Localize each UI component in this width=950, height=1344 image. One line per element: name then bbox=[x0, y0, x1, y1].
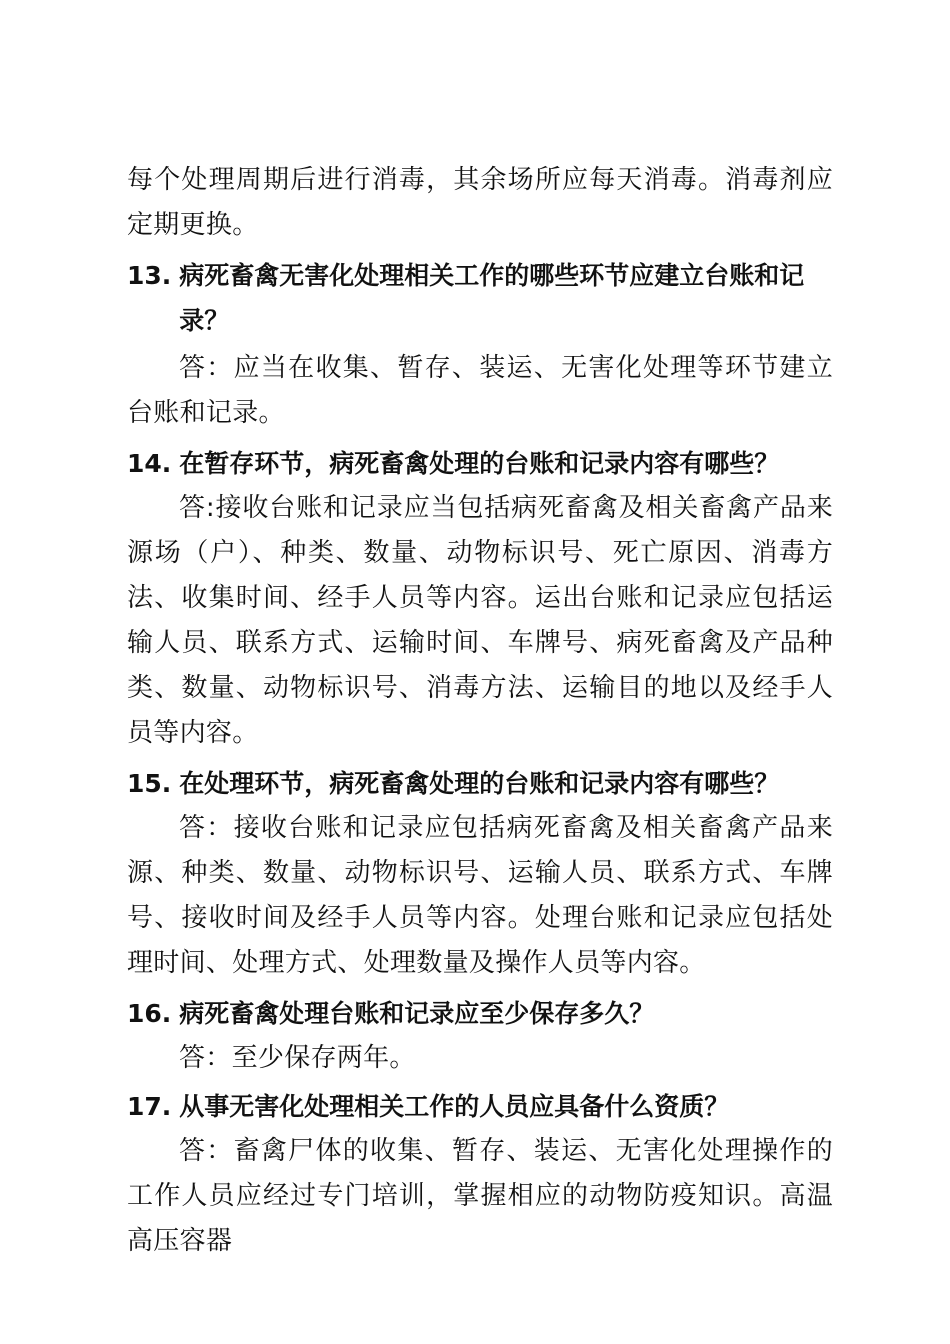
document-page bbox=[127, 158, 833, 1264]
qa-item-17 bbox=[127, 1084, 833, 1264]
question-number: 13. bbox=[127, 261, 172, 290]
answer-paragraph: 答：畜禽尸体的收集、暂存、装运、无害化处理操作的工作人员应经过专门培训，掌握相应的动物防疫知识。高温高压容器 bbox=[127, 1136, 833, 1256]
question-number: 16. bbox=[127, 999, 172, 1028]
question-heading bbox=[127, 991, 833, 1036]
answer-paragraph: 答：接收台账和记录应包括病死畜禽及相关畜禽产品来源、种类、数量、动物标识号、运输人员、联系方式、车牌号、接收时间及经手人员等内容。处理台账和记录应包括处理时间、处理方式、处理数量及操作人员等内容。 bbox=[127, 813, 833, 978]
question-heading bbox=[127, 253, 833, 343]
question-text: 在暂存环节，病死畜禽处理的台账和记录内容有哪些？ bbox=[179, 449, 780, 478]
question-text: 病死畜禽无害化处理相关工作的哪些环节应建立台账和记录？ bbox=[179, 261, 805, 335]
continuation-paragraph: 每个处理周期后进行消毒，其余场所应每天消毒。消毒剂应定期更换。 bbox=[127, 165, 833, 240]
question-heading bbox=[127, 441, 833, 486]
question-number: 14. bbox=[127, 449, 172, 478]
answer-paragraph: 答：应当在收集、暂存、装运、无害化处理等环节建立台账和记录。 bbox=[127, 353, 833, 428]
answer-paragraph: 答：至少保存两年。 bbox=[179, 1043, 416, 1073]
question-number: 15. bbox=[127, 769, 172, 798]
question-text: 在处理环节，病死畜禽处理的台账和记录内容有哪些？ bbox=[179, 769, 780, 798]
qa-item-13 bbox=[127, 253, 833, 436]
question-text: 从事无害化处理相关工作的人员应具备什么资质？ bbox=[179, 1092, 730, 1121]
question-text: 病死畜禽处理台账和记录应至少保存多久？ bbox=[179, 999, 655, 1028]
question-heading bbox=[127, 1084, 833, 1129]
answer-paragraph: 答:接收台账和记录应当包括病死畜禽及相关畜禽产品来源场（户）、种类、数量、动物标识号、死亡原因、消毒方法、收集时间、经手人员等内容。运出台账和记录应包括运输人员、联系方式、运输时间、车牌号、病死畜禽及产品种类、数量、动物标识号、消毒方法、运输目的地以及经手人员等内容。 bbox=[127, 493, 833, 748]
question-number: 17. bbox=[127, 1092, 172, 1121]
qa-item-15 bbox=[127, 761, 833, 986]
qa-item-16 bbox=[127, 991, 833, 1081]
qa-item-14 bbox=[127, 441, 833, 756]
question-heading bbox=[127, 761, 833, 806]
